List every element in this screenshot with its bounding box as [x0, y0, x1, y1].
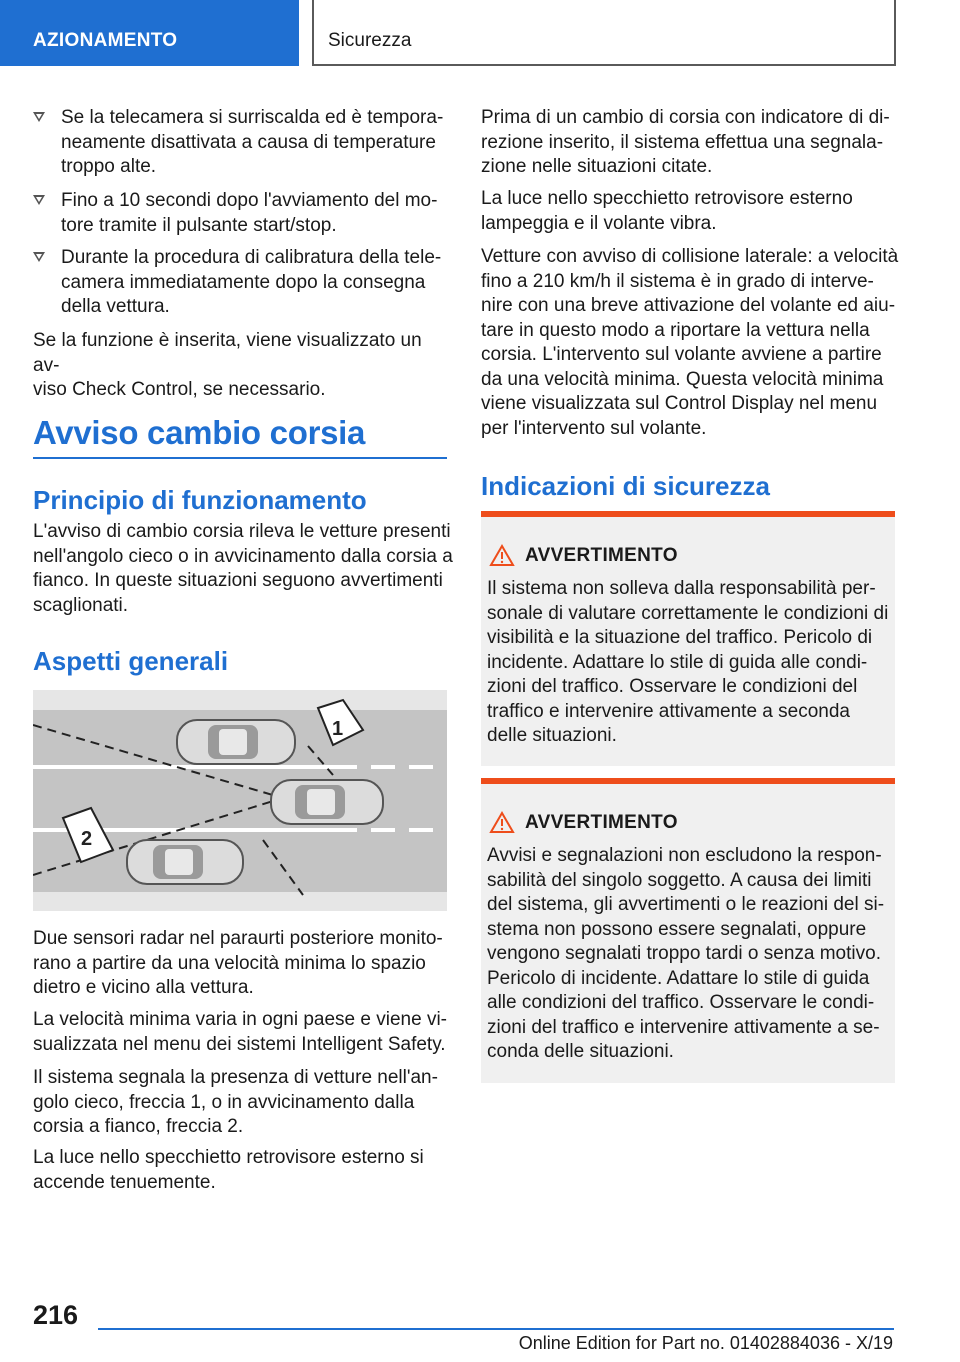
header-section-tab [0, 0, 299, 66]
bullet-text: Durante la procedura di calibratura della tele- camera immediatamente dopo la consegna della vettura. [61, 247, 442, 317]
footer-rule [98, 1328, 894, 1330]
principle-heading: Principio di funzionamento [33, 485, 367, 515]
section-title-rule [33, 457, 447, 459]
warning-triangle-icon [489, 544, 515, 567]
warning-triangle-icon [489, 811, 515, 834]
paragraph: La velocità minima varia in ogni paese e viene vi- sualizzata nel menu dei sistemi Intelligent Safety. [33, 1009, 447, 1055]
section-title: Avviso cambio corsia [33, 414, 366, 451]
warning-box [481, 778, 895, 1083]
warning-text: Avvisi e segnalazioni non escludono la respon- sabilità del singolo soggetto. A causa dei limiti del sistema, gli avvertimenti o le reazioni del si- stema non possono essere segnalati, oppure vengono segnalati troppo tardi o senza motivo. Pericolo di incidente. Adattare lo stile di guida alle condizioni del traffico. Osservare le condi- zioni del traffico e intervenire attivamente a se- conda delle situazioni. [487, 845, 885, 1062]
page-number: 216 [33, 1300, 79, 1330]
bullet-item [33, 106, 447, 180]
warning-text: Il sistema non solleva dalla responsabilità per- sonale di valutare correttamente le condizioni di visibilità e la situazione del traffico. Pericolo di incidente. Adattare lo stile di guida alle condi- zioni del traffico. Osservare le condizioni del traffico e intervenire attivamente a seconda delle situazioni. [487, 578, 889, 746]
paragraph: Due sensori radar nel paraurti posteriore monito- rano a partire da una velocità minima lo spazio dietro e vicino alla vettura. [33, 928, 443, 998]
paragraph: Se la funzione è inserita, viene visualizzato un av- viso Check Control, se necessario. [33, 330, 422, 400]
general-heading: Aspetti generali [33, 646, 229, 676]
arrow-2-label: 2 [81, 828, 93, 850]
arrow-1-label: 1 [332, 718, 344, 740]
warning-title: AVVERTIMENTO [525, 545, 678, 566]
car-ego [271, 780, 383, 824]
lane-diagram [33, 690, 447, 911]
header-section-label: AZIONAMENTO [33, 30, 178, 51]
paragraph: Vetture con avviso di collisione laterale: a velocità fino a 210 km/h il sistema è in grado di interve- nire con una breve attivazione del volante ed aiu- tare in questo modo a riportare la vettura nella corsia. L'intervento sul volante avviene a partire da una velocità minima. Questa velocità minima viene visualizzata sul Control Display nel menu per l'intervento sul volante. [481, 246, 899, 439]
paragraph: Il sistema segnala la presenza di vetture nell'an- golo cieco, freccia 1, o in avvicinamento dalla corsia a fianco, freccia 2. [33, 1067, 438, 1137]
footer-edition: Online Edition for Part no. 01402884036 - X/19 [518, 1333, 893, 1353]
paragraph: Prima di un cambio di corsia con indicatore di di- rezione inserito, il sistema effettua una segnala- zione nelle situazioni citate. [481, 107, 890, 177]
bullet-item [33, 246, 447, 320]
warning-title: AVVERTIMENTO [525, 812, 678, 833]
car-lower [127, 840, 243, 884]
header-chapter-label: Sicurezza [328, 30, 412, 51]
bullet-triangle-icon [33, 252, 45, 262]
warning-box [481, 511, 895, 766]
bullet-triangle-icon [33, 112, 45, 122]
bullet-triangle-icon [33, 195, 45, 205]
car-upper [177, 720, 295, 764]
paragraph: La luce nello specchietto retrovisore esterno si accende tenuemente. [33, 1147, 424, 1193]
bullet-text: Se la telecamera si surriscalda ed è tempora- neamente disattivata a causa di temperature troppo alte. [61, 107, 444, 177]
bullet-text: Fino a 10 secondi dopo l'avviamento del mo- tore tramite il pulsante start/stop. [61, 190, 438, 236]
header-chapter-tab [312, 0, 896, 66]
principle-paragraph: L'avviso di cambio corsia rileva le vetture presenti nell'angolo cieco o in avvicinamento dalla corsia a fianco. In queste situazioni seguono avvertimenti scaglionati. [33, 521, 453, 616]
safety-heading: Indicazioni di sicurezza [481, 471, 770, 501]
bullet-item [33, 189, 447, 239]
lane-change-illustration [33, 690, 447, 911]
paragraph: La luce nello specchietto retrovisore esterno lampeggia e il volante vibra. [481, 188, 853, 234]
